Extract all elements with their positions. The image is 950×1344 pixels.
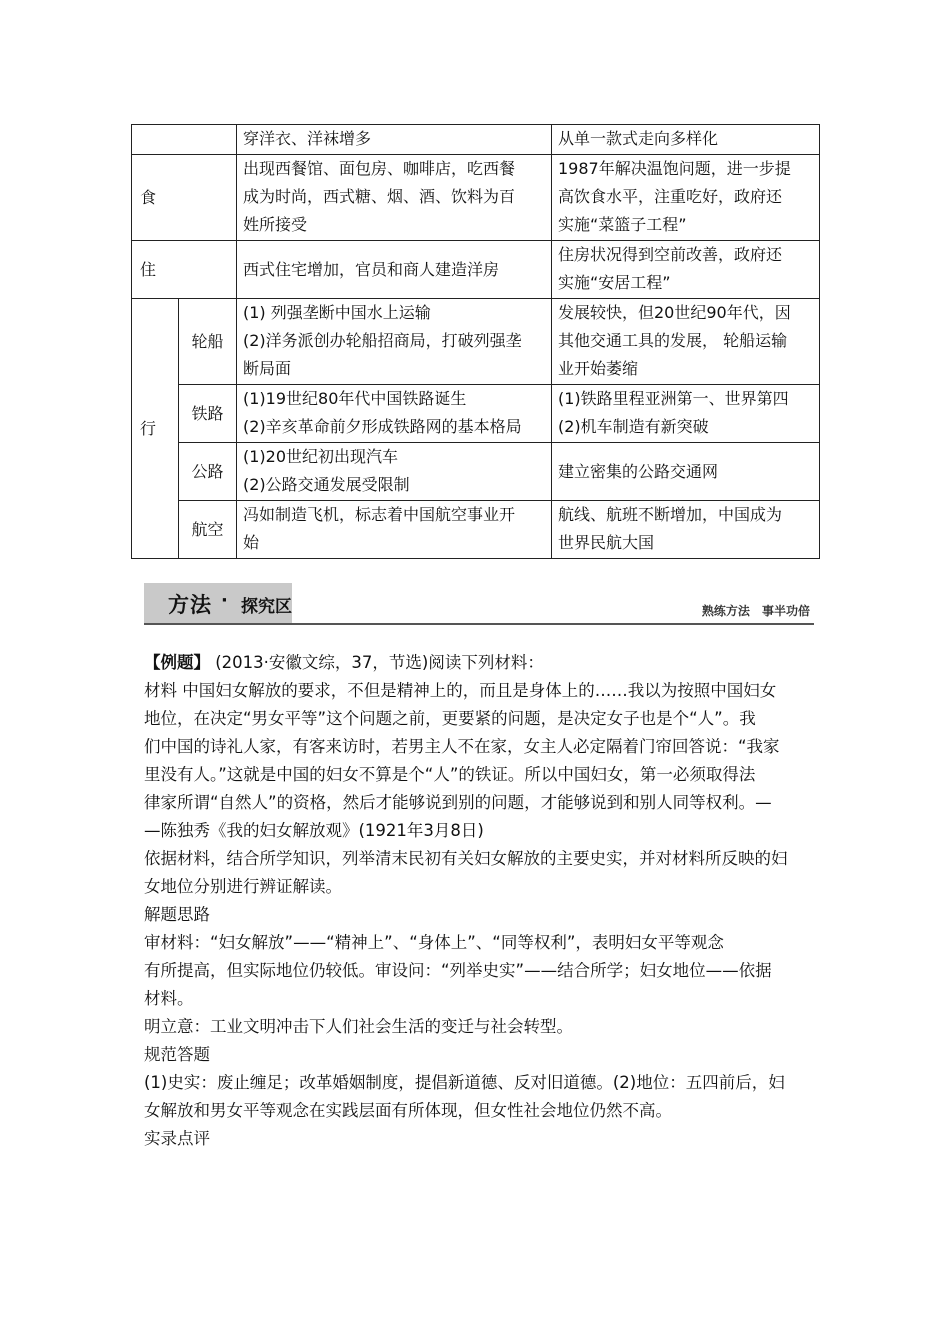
banner-rule [144,623,814,625]
title-separator: · [221,590,228,611]
section-motto: 熟练方法 事半功倍 [701,604,810,618]
modern-cell: 出现西餐馆、面包房、咖啡店，吃西餐 成为时尚，西式糖、烟、酒、饮料为百 姓所接受 [237,155,552,241]
material-line: 材料 中国妇女解放的要求，不但是精神上的，而且是身体上的……我以为按照中国妇女 [144,681,777,700]
approach-heading: 解题思路 [144,905,210,924]
material-line: 律家所谓“自然人”的资格，然后才能够说到别的问题，才能够说到和别人同等权利。— [144,793,772,812]
category-cell: 食 [132,155,237,241]
material-line: —陈独秀《我的妇女解放观》(1921年3月8日) [144,821,484,840]
example-heading-line [144,649,814,677]
material-line: 们中国的诗礼人家，有客来访时，若男主人不在家，女主人必定隔着门帘回答说：“我家 [144,737,780,756]
contemporary-cell: 住房状况得到空前改善，政府还 实施“安居工程” [552,241,820,299]
answer-heading: 规范答题 [144,1045,210,1064]
modern-cell: (1)20世纪初出现汽车 (2)公路交通发展受限制 [237,443,552,501]
intent-line: 明立意：工业文明冲击下人们社会生活的变迁与社会转型。 [144,1017,573,1036]
category-cell: 住 [132,241,237,299]
contemporary-cell: 发展较快，但20世纪90年代，因 其他交通工具的发展， 轮船运输 业开始萎缩 [552,299,820,385]
category-cell: 行 [132,299,179,559]
table-row [132,125,820,155]
modern-cell: (1)19世纪80年代中国铁路诞生 (2)辛亥革命前夕形成铁路网的基本格局 [237,385,552,443]
table-row [132,443,820,501]
contemporary-cell: 航线、航班不断增加，中国成为 世界民航大国 [552,501,820,559]
section-title: 方法 [168,593,212,617]
table-row [132,501,820,559]
contemporary-cell: 从单一款式走向多样化 [552,125,820,155]
approach-line: 材料。 [144,989,194,1008]
material-line: 里没有人。”这就是中国的妇女不算是个“人”的铁证。所以中国妇女，第一必须取得法 [144,765,756,784]
contemporary-cell: 1987年解决温饱问题，进一步提 高饮食水平，注重吃好，政府还 实施“菜篮子工程” [552,155,820,241]
example-source: (2013·安徽文综，37，节选)阅读下列材料： [215,653,544,672]
example-label: 【例题】 [144,653,210,672]
table-row [132,155,820,241]
contemporary-cell: (1)铁路里程亚洲第一、世界第四 (2)机车制造有新突破 [552,385,820,443]
example-section [144,649,814,1153]
subcategory-cell: 公路 [179,443,237,501]
table-row [132,299,820,385]
answer-line: 女解放和男女平等观念在实践层面有所体现，但女性社会地位仍然不高。 [144,1101,672,1120]
subcategory-cell: 铁路 [179,385,237,443]
review-heading: 实录点评 [144,1129,210,1148]
section-banner [144,583,814,625]
question-line: 女地位分别进行辨证解读。 [144,877,342,896]
comparison-table [131,124,820,559]
modern-cell: 西式住宅增加，官员和商人建造洋房 [237,241,552,299]
approach-line: 有所提高，但实际地位仍较低。审设问：“列举史实”——结合所学；妇女地位——依据 [144,961,772,980]
category-cell [132,125,237,155]
question-line: 依据材料，结合所学知识，列举清末民初有关妇女解放的主要史实，并对材料所反映的妇 [144,849,788,868]
contemporary-cell: 建立密集的公路交通网 [552,443,820,501]
modern-cell: 冯如制造飞机，标志着中国航空事业开 始 [237,501,552,559]
subcategory-cell: 轮船 [179,299,237,385]
subcategory-cell: 航空 [179,501,237,559]
table-row [132,385,820,443]
table-row [132,241,820,299]
answer-line: (1)史实：废止缠足；改革婚姻制度，提倡新道德、反对旧道德。(2)地位：五四前后，妇 [144,1073,785,1092]
section-subtitle: 探究区 [241,597,292,617]
approach-line: 审材料：“妇女解放”——“精神上”、“身体上”、“同等权利”，表明妇女平等观念 [144,933,724,952]
material-line: 地位，在决定“男女平等”这个问题之前，更要紧的问题，是决定女子也是个“人”。我 [144,709,756,728]
modern-cell: 穿洋衣、洋袜增多 [237,125,552,155]
modern-cell: (1) 列强垄断中国水上运输 (2)洋务派创办轮船招商局，打破列强垄 断局面 [237,299,552,385]
